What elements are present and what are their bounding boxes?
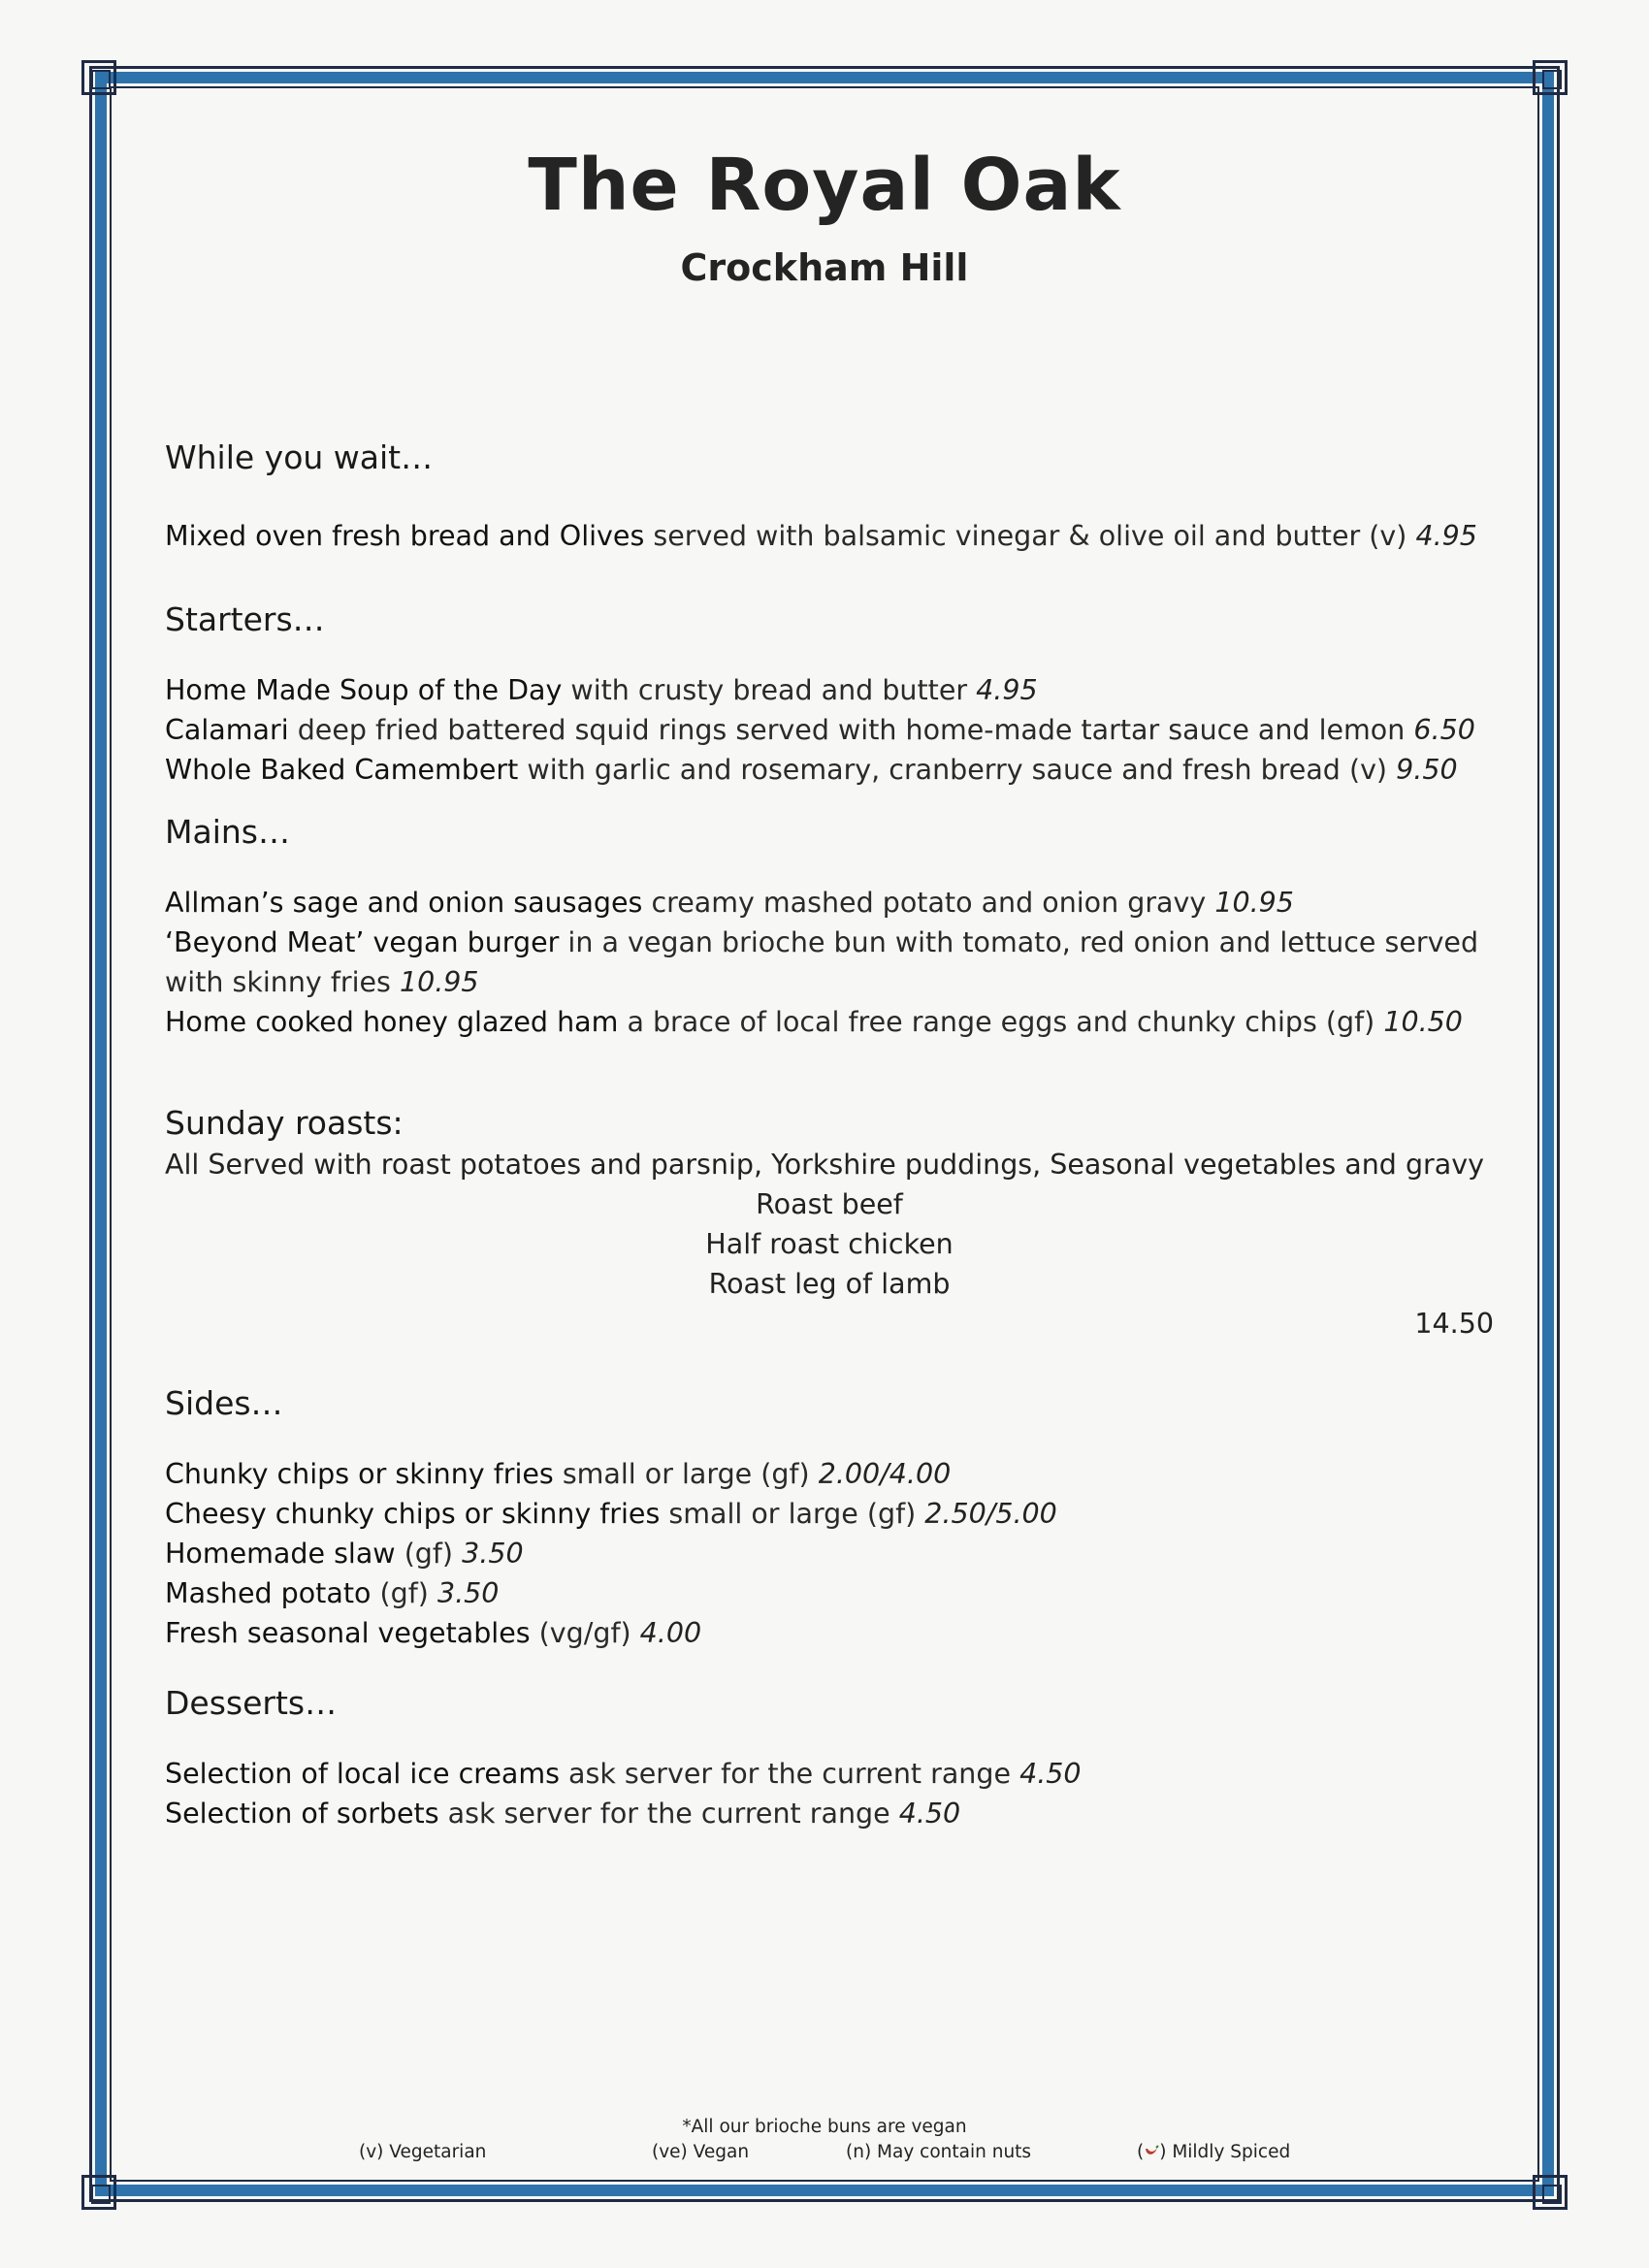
roast-item: Roast leg of lamb bbox=[708, 1268, 951, 1300]
menu-item bbox=[165, 670, 1494, 710]
item-price: 9.50 bbox=[1396, 754, 1458, 786]
menu-item bbox=[165, 1573, 1494, 1613]
item-price: 4.50 bbox=[1019, 1758, 1082, 1790]
roasts-intro: All Served with roast potatoes and parsnip, Yorkshire puddings, Seasonal vegetables and gravy bbox=[165, 1149, 1484, 1181]
item-description: small or large (gf) bbox=[668, 1498, 917, 1530]
item-description: ask server for the current range bbox=[447, 1798, 890, 1830]
item-price: 2.00/4.00 bbox=[818, 1458, 952, 1490]
menu-item bbox=[165, 750, 1494, 790]
item-name: ‘Beyond Meat’ vegan burger bbox=[165, 926, 560, 958]
item-price: 10.95 bbox=[1214, 887, 1294, 919]
item-description: (gf) bbox=[404, 1538, 454, 1570]
menu-item bbox=[165, 1002, 1494, 1042]
menu-item bbox=[165, 1754, 1494, 1794]
roast-item: Roast beef bbox=[756, 1188, 903, 1220]
item-name: Selection of local ice creams bbox=[165, 1758, 560, 1790]
item-name: Chunky chips or skinny fries bbox=[165, 1458, 554, 1490]
legend-spiced-close: ) Mildly Spiced bbox=[1159, 2142, 1291, 2162]
menu-item bbox=[165, 923, 1494, 1002]
item-name: Calamari bbox=[165, 714, 289, 746]
section-heading-starters: Starters… bbox=[165, 600, 325, 638]
item-description: small or large (gf) bbox=[562, 1458, 810, 1490]
roast-item: Half roast chicken bbox=[705, 1228, 954, 1260]
item-name: Selection of sorbets bbox=[165, 1798, 439, 1830]
item-price: 4.00 bbox=[639, 1617, 702, 1649]
item-price: 10.50 bbox=[1383, 1006, 1463, 1038]
corner-ornament-bottom-right bbox=[1533, 2175, 1568, 2210]
item-description: (gf) bbox=[379, 1577, 429, 1609]
legend-vegan: (ve) Vegan bbox=[652, 2142, 750, 2162]
item-description: in a vegan brioche bun with tomato, red onion and lettuce served with skinny fries bbox=[165, 926, 1479, 998]
menu-item bbox=[165, 1454, 1494, 1494]
item-description: with crusty bread and butter bbox=[570, 674, 968, 706]
item-name: Fresh seasonal vegetables bbox=[165, 1617, 531, 1649]
corner-ornament-top-left bbox=[81, 60, 116, 95]
corner-ornament-top-right bbox=[1533, 60, 1568, 95]
item-name: Home cooked honey glazed ham bbox=[165, 1006, 619, 1038]
corner-ornament-bottom-left bbox=[81, 2175, 116, 2210]
menu-item bbox=[165, 1794, 1494, 1833]
item-name: Allman’s sage and onion sausages bbox=[165, 887, 643, 919]
menu-item bbox=[165, 710, 1494, 750]
item-name: Home Made Soup of the Day bbox=[165, 674, 563, 706]
menu-item bbox=[165, 1613, 1494, 1653]
footnote-brioche: *All our brioche buns are vegan bbox=[682, 2117, 967, 2137]
item-description: a brace of local free range eggs and chunky chips (gf) bbox=[627, 1006, 1375, 1038]
legend-mildly-spiced bbox=[1137, 2142, 1290, 2162]
legend-vegetarian: (v) Vegetarian bbox=[359, 2142, 487, 2162]
roasts-price: 14.50 bbox=[1414, 1308, 1494, 1340]
page-title: The Royal Oak bbox=[528, 144, 1121, 227]
item-price: 3.50 bbox=[436, 1577, 500, 1609]
item-price: 3.50 bbox=[462, 1538, 524, 1570]
item-name: Mixed oven fresh bread and Olives bbox=[165, 520, 645, 552]
menu-item bbox=[165, 1534, 1494, 1573]
section-heading-desserts: Desserts… bbox=[165, 1684, 338, 1722]
item-name: Whole Baked Camembert bbox=[165, 754, 519, 786]
item-description: with garlic and rosemary, cranberry sauce and fresh bread (v) bbox=[527, 754, 1388, 786]
item-price: 4.95 bbox=[976, 674, 1038, 706]
menu-body bbox=[165, 437, 1494, 1833]
legend-spiced-open: ( bbox=[1137, 2142, 1145, 2162]
item-price: 4.95 bbox=[1415, 520, 1477, 552]
item-price: 4.50 bbox=[898, 1798, 961, 1830]
item-name: Homemade slaw bbox=[165, 1538, 396, 1570]
item-price: 10.95 bbox=[399, 966, 479, 998]
section-heading-while-you-wait: While you wait… bbox=[165, 438, 434, 476]
item-description: served with balsamic vinegar & olive oil and butter (v) bbox=[653, 520, 1407, 552]
page-subtitle: Crockham Hill bbox=[680, 246, 969, 289]
section-heading-sides: Sides… bbox=[165, 1384, 283, 1422]
section-heading-sunday-roasts: Sunday roasts: bbox=[165, 1104, 404, 1142]
item-description: (vg/gf) bbox=[538, 1617, 631, 1649]
item-price: 2.50/5.00 bbox=[924, 1498, 1057, 1530]
legend-nuts: (n) May contain nuts bbox=[846, 2142, 1032, 2162]
section-heading-mains: Mains… bbox=[165, 813, 290, 851]
menu-item bbox=[165, 516, 1494, 556]
footer bbox=[0, 2117, 1649, 2162]
menu-item bbox=[165, 883, 1494, 923]
item-description: creamy mashed potato and onion gravy bbox=[651, 887, 1207, 919]
item-price: 6.50 bbox=[1413, 714, 1475, 746]
item-description: deep fried battered squid rings served with home-made tartar sauce and lemon bbox=[297, 714, 1406, 746]
menu-item bbox=[165, 1494, 1494, 1534]
item-name: Cheesy chunky chips or skinny fries bbox=[165, 1498, 661, 1530]
item-name: Mashed potato bbox=[165, 1577, 372, 1609]
chili-pepper-icon bbox=[1144, 2142, 1159, 2162]
item-description: ask server for the current range bbox=[568, 1758, 1011, 1790]
